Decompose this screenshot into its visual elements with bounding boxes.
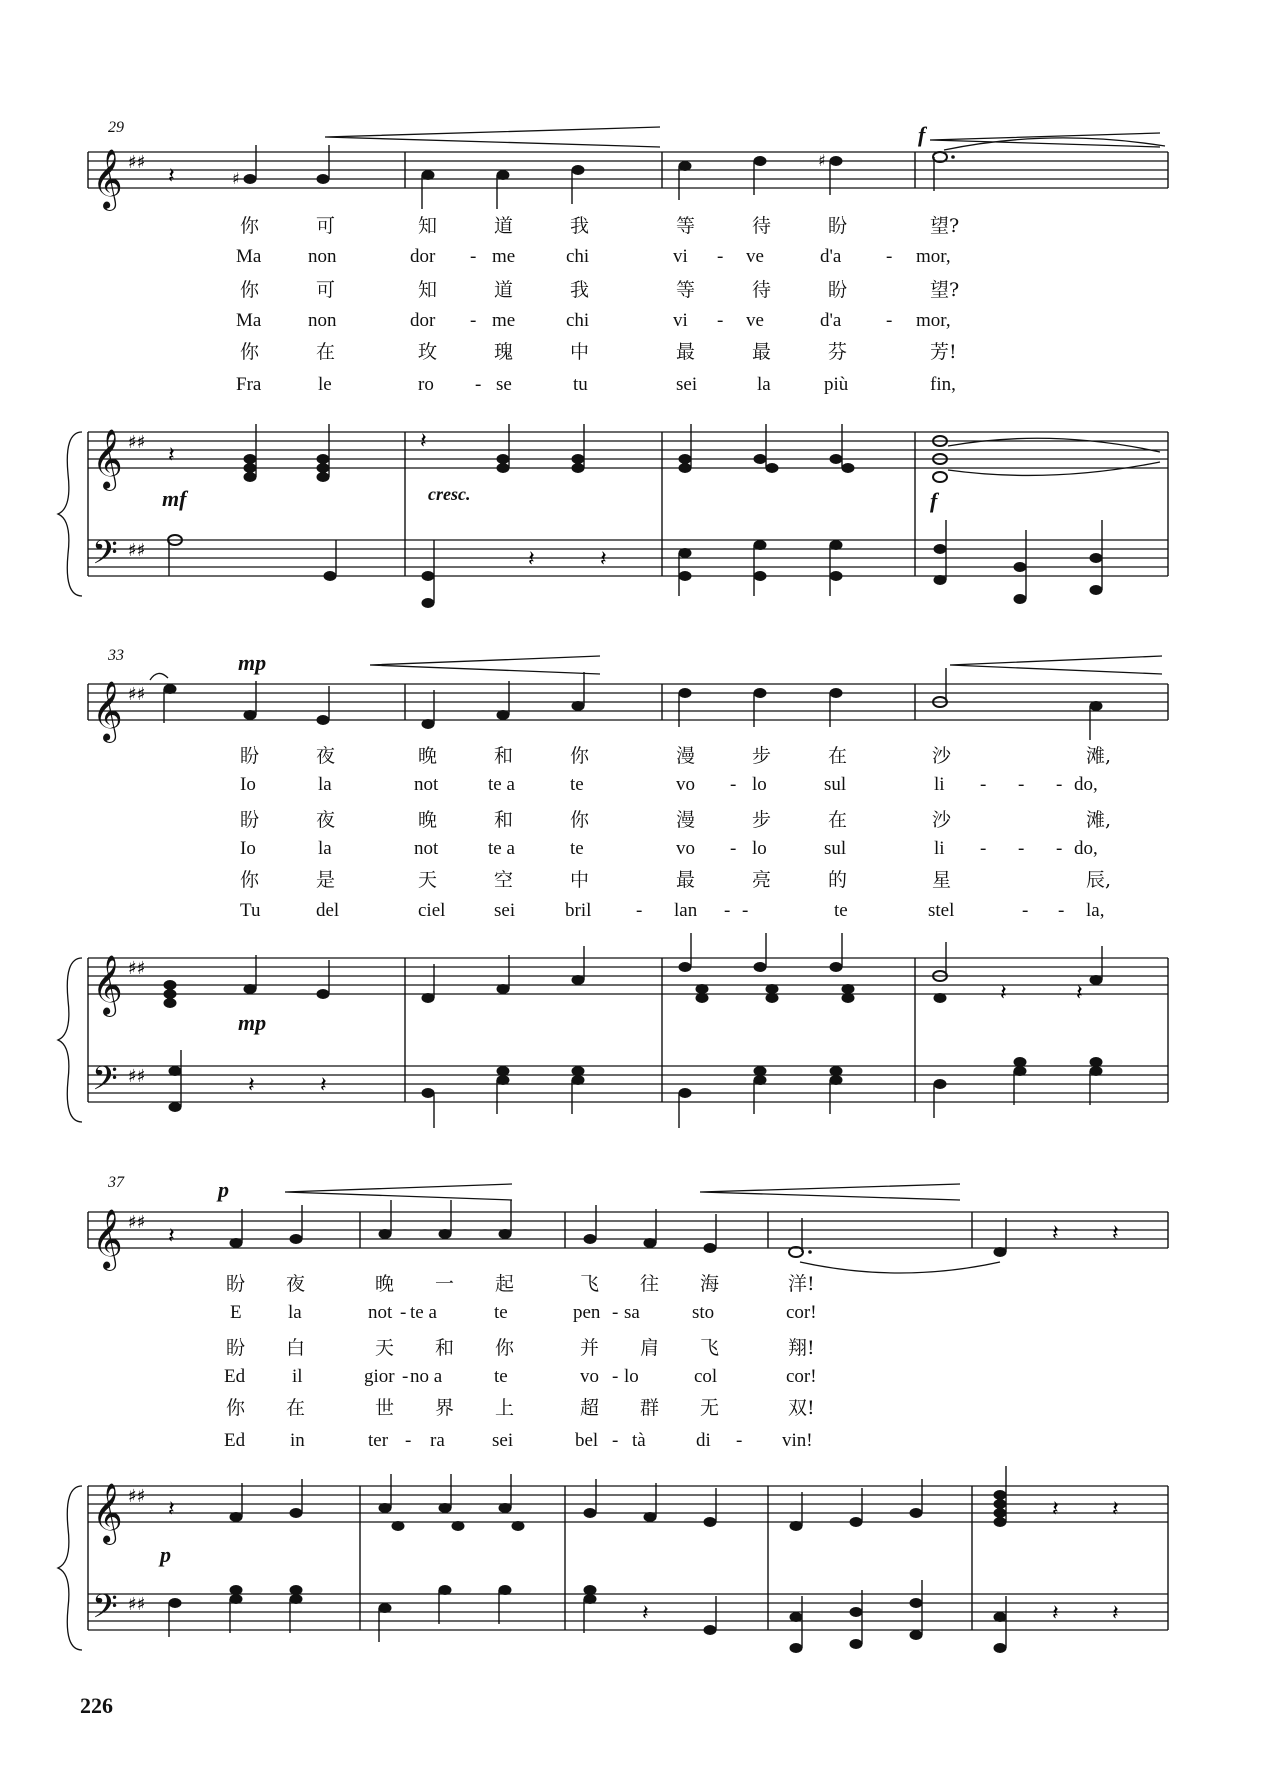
svg-text:𝄽: 𝄽 — [420, 429, 427, 454]
lyric-line: 盼 夜 晚 和 你 漫 步 在 沙 滩, — [240, 809, 1112, 831]
brace-icon — [58, 958, 82, 1122]
page-number: 226 — [80, 1693, 113, 1718]
lyric-line: Fra le ro - se tu sei la più fin, — [236, 374, 956, 395]
lyric-line: 盼 白 天 和 你 并 肩 飞 翔! — [226, 1337, 815, 1359]
lyric-line: E la not - te a te pen - sa sto cor! — [230, 1302, 817, 1323]
piano-notes — [168, 1466, 1119, 1653]
piano-notes — [168, 424, 1160, 608]
piano-staff — [58, 1466, 1168, 1653]
crescendo-hairpin — [950, 656, 1162, 674]
svg-text:♯: ♯ — [818, 151, 826, 170]
system-2 — [58, 647, 1168, 1128]
svg-text:𝄽: 𝄽 — [1000, 981, 1007, 1006]
treble-clef-icon: 𝄞 — [92, 1209, 123, 1269]
treble-clef-icon: 𝄞 — [92, 149, 123, 209]
piano-dynamic: cresc. — [428, 484, 471, 504]
voice-notes — [150, 668, 1103, 740]
brace-icon — [58, 432, 82, 596]
piano-notes — [164, 933, 1103, 1128]
key-signature-icon: ♯♯ — [128, 1212, 146, 1233]
lyric-line: 你 是 天 空 中 最 亮 的 星 辰, — [240, 869, 1112, 891]
svg-text:𝄽: 𝄽 — [1076, 981, 1083, 1006]
brace-icon — [58, 1486, 82, 1650]
piano-staff — [58, 424, 1168, 608]
treble-clef-icon: 𝄞 — [92, 429, 123, 489]
svg-text:𝄽: 𝄽 — [1112, 1497, 1119, 1522]
svg-text:𝄽: 𝄽 — [320, 1073, 327, 1098]
piano-dynamic: mp — [238, 1010, 267, 1035]
voice-dynamic: mp — [238, 650, 267, 675]
lyric-line: Ed il gior -no a te vo - lo col cor! — [224, 1366, 817, 1387]
svg-text:𝄽: 𝄽 — [1052, 1497, 1059, 1522]
measure-number: 29 — [108, 119, 124, 136]
lyric-line: 你 可 知 道 我 等 待 盼 望? — [240, 279, 960, 301]
svg-text:𝄽: 𝄽 — [1052, 1601, 1059, 1626]
key-signature-icon: ♯♯ — [128, 1594, 146, 1615]
voice-notes — [168, 1200, 1119, 1273]
svg-text:𝄽: 𝄽 — [600, 547, 607, 572]
lyric-line: Io la not te a te vo - lo sul li - - - do, — [240, 838, 1098, 859]
crescendo-hairpin — [370, 656, 600, 674]
svg-text:𝄽: 𝄽 — [1052, 1221, 1059, 1246]
voice-dynamic: f — [918, 122, 926, 147]
voice-staff — [88, 668, 1168, 743]
svg-text:𝄽: 𝄽 — [1112, 1221, 1119, 1246]
key-signature-icon: ♯♯ — [128, 540, 146, 561]
lyric-line: 你 在 世 界 上 超 群 无 双! — [226, 1397, 815, 1419]
piano-dynamic: mf — [162, 486, 187, 511]
svg-text:𝄽: 𝄽 — [642, 1601, 649, 1626]
lyrics-block — [236, 215, 959, 395]
lyric-line: 你 可 知 道 我 等 待 盼 望? — [240, 215, 960, 237]
lyrics-block — [240, 745, 1111, 921]
svg-text:𝄽: 𝄽 — [1112, 1601, 1119, 1626]
lyrics-block — [224, 1273, 817, 1451]
bass-clef-icon: 𝄢 — [92, 1060, 118, 1106]
bass-clef-icon: 𝄢 — [92, 534, 118, 580]
treble-clef-icon: 𝄞 — [92, 1483, 123, 1543]
lyric-line: 盼 夜 晚 和 你 漫 步 在 沙 滩, — [240, 745, 1112, 767]
lyric-line: Io la not te a te vo - lo sul li - - - do, — [240, 774, 1098, 795]
key-signature-icon: ♯♯ — [128, 152, 146, 173]
system-3 — [58, 1174, 1168, 1653]
svg-text:♯: ♯ — [232, 169, 240, 188]
crescendo-hairpin — [285, 1184, 512, 1200]
lyric-line: Tu del ciel sei bril - lan - - te stel - - la, — [240, 900, 1105, 921]
lyric-line: 盼 夜 晚 一 起 飞 往 海 洋! — [226, 1273, 815, 1295]
svg-text:𝄽: 𝄽 — [168, 443, 175, 468]
lyric-line: 你 在 玫 瑰 中 最 最 芬 芳! — [240, 341, 957, 363]
key-signature-icon: ♯♯ — [128, 1066, 146, 1087]
svg-text:𝄽: 𝄽 — [528, 547, 535, 572]
treble-clef-icon: 𝄞 — [92, 681, 123, 741]
lyric-line: Ma non dor - me chi vi - ve d'a - mor, — [236, 310, 951, 331]
key-signature-icon: ♯♯ — [128, 958, 146, 979]
svg-text:𝄽: 𝄽 — [168, 1497, 175, 1522]
decrescendo-hairpin — [700, 1184, 960, 1200]
treble-clef-icon: 𝄞 — [92, 955, 123, 1015]
voice-staff — [88, 1200, 1168, 1273]
piano-staff — [58, 933, 1168, 1128]
measure-number: 37 — [108, 1174, 124, 1191]
voice-dynamic: p — [218, 1177, 229, 1202]
voice-notes — [168, 138, 1165, 209]
system-1 — [58, 119, 1168, 608]
key-signature-icon: ♯♯ — [128, 432, 146, 453]
lyric-line: Ma non dor - me chi vi - ve d'a - mor, — [236, 246, 951, 267]
measure-number: 33 — [108, 647, 124, 664]
svg-text:𝄽: 𝄽 — [168, 1224, 175, 1249]
key-signature-icon: ♯♯ — [128, 1486, 146, 1507]
svg-text:𝄽: 𝄽 — [248, 1073, 255, 1098]
svg-text:𝄽: 𝄽 — [168, 164, 175, 189]
lyric-line: Ed in ter - ra sei bel - tà di - vin! — [224, 1430, 813, 1451]
voice-staff — [88, 138, 1168, 211]
piano-dynamic: p — [160, 1542, 171, 1567]
piano-dynamic: f — [930, 488, 938, 513]
crescendo-hairpin — [325, 127, 660, 147]
decrescendo-hairpin — [930, 133, 1160, 147]
key-signature-icon: ♯♯ — [128, 684, 146, 705]
bass-clef-icon: 𝄢 — [92, 1588, 118, 1634]
